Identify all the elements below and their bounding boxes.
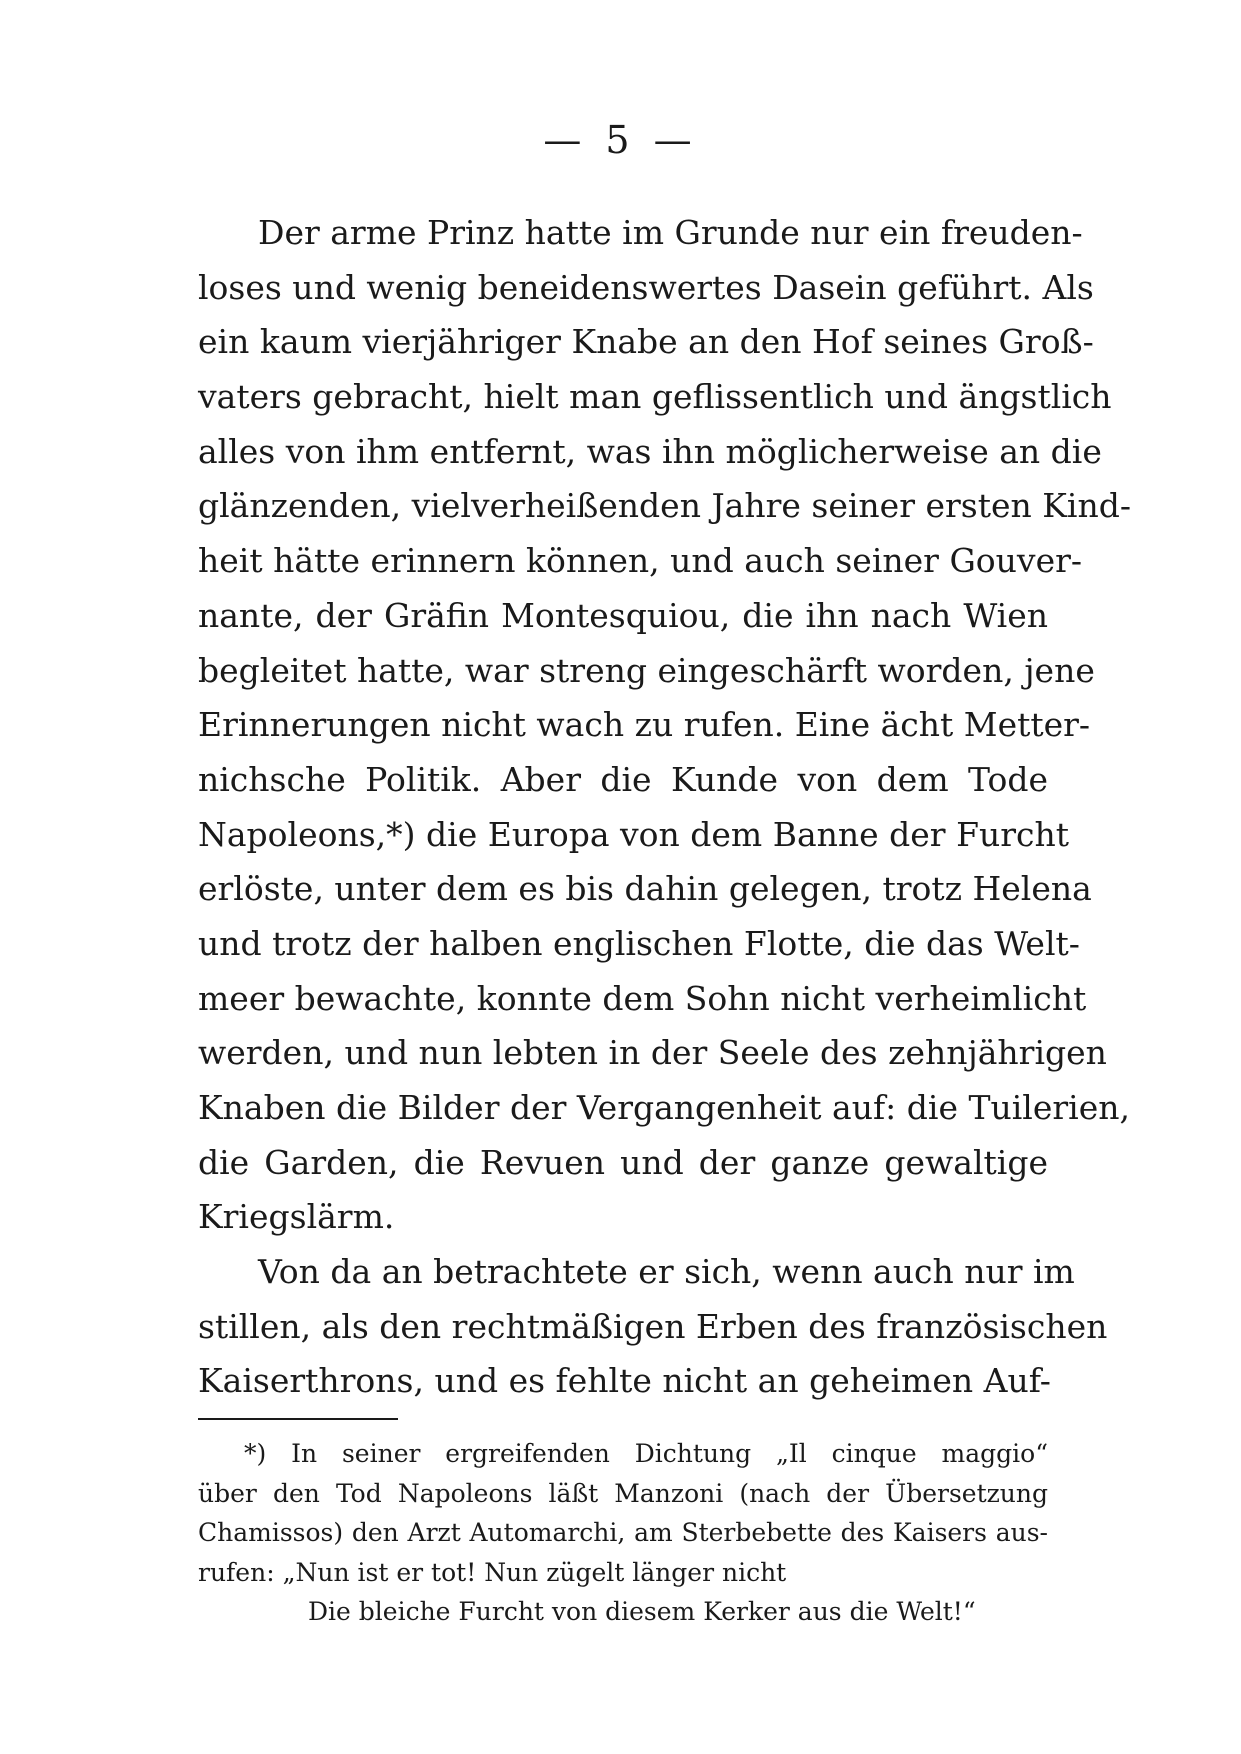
footnote-line: Chamissos) den Arzt Automarchi, am Sterbebette des Kaisers aus- xyxy=(198,1518,1048,1547)
text-line: und trotz der halben englischen Flotte, die das Welt- xyxy=(198,923,1080,963)
text-line: nante, der Gräfin Montesquiou, die ihn nach Wien xyxy=(198,595,1048,635)
text-line: ein kaum vierjähriger Knabe an den Hof seines Groß- xyxy=(198,322,1094,362)
text-line: loses und wenig beneidenswertes Dasein geführt. Als xyxy=(198,267,1094,307)
text-line: alles von ihm entfernt, was ihn möglicherweise an die xyxy=(198,431,1102,471)
text-line: werden, und nun lebten in der Seele des zehnjährigen xyxy=(198,1033,1107,1073)
text-line: Knaben die Bilder der Vergangenheit auf: die Tuilerien, xyxy=(198,1088,1130,1127)
text-line: Napoleons,*) die Europa von dem Banne der Furcht xyxy=(198,814,1069,854)
footnote-line: rufen: „Nun ist er tot! Nun zügelt länger nicht xyxy=(198,1557,787,1587)
text-line: meer bewachte, konnte dem Sohn nicht verheimlicht xyxy=(198,978,1087,1018)
footnote xyxy=(198,1434,1048,1632)
footnote-verse-line: Die bleiche Furcht von diesem Kerker aus die Welt!“ xyxy=(308,1597,976,1626)
text-line: vaters gebracht, hielt man geflissentlich und ängstlich xyxy=(198,377,1112,417)
footnote-line: *) In seiner ergreifenden Dichtung „Il cinque maggio“ xyxy=(244,1439,1048,1468)
footnote-line: über den Tod Napoleons läßt Manzoni (nach der Übersetzung xyxy=(198,1478,1048,1508)
main-text xyxy=(198,206,1131,1409)
text-line: erlöste, unter dem es bis dahin gelegen, trotz Helena xyxy=(198,869,1092,909)
footnote-divider xyxy=(198,1418,398,1420)
text-line: Erinnerungen nicht wach zu rufen. Eine ächt Metter- xyxy=(198,705,1091,745)
text-line: Kriegslärm. xyxy=(198,1197,395,1237)
page-number: — 5 — xyxy=(543,118,698,162)
text-line: glänzenden, vielverheißenden Jahre seiner ersten Kind- xyxy=(198,486,1131,526)
text-line: Kaiserthrons, und es fehlte nicht an geheimen Auf- xyxy=(198,1361,1051,1401)
text-line: heit hätte erinnern können, und auch seiner Gouver- xyxy=(198,541,1083,581)
text-line: begleitet hatte, war streng eingeschärft worden, jene xyxy=(198,650,1095,690)
text-line: stillen, als den rechtmäßigen Erben des französischen xyxy=(198,1306,1108,1346)
text-line: Von da an betrachtete er sich, wenn auch nur im xyxy=(258,1252,1075,1292)
text-line: nichsche Politik. Aber die Kunde von dem Tode xyxy=(198,759,1048,799)
text-line: die Garden, die Revuen und der ganze gewaltige xyxy=(198,1142,1048,1182)
text-line: Der arme Prinz hatte im Grunde nur ein freuden- xyxy=(258,213,1083,252)
